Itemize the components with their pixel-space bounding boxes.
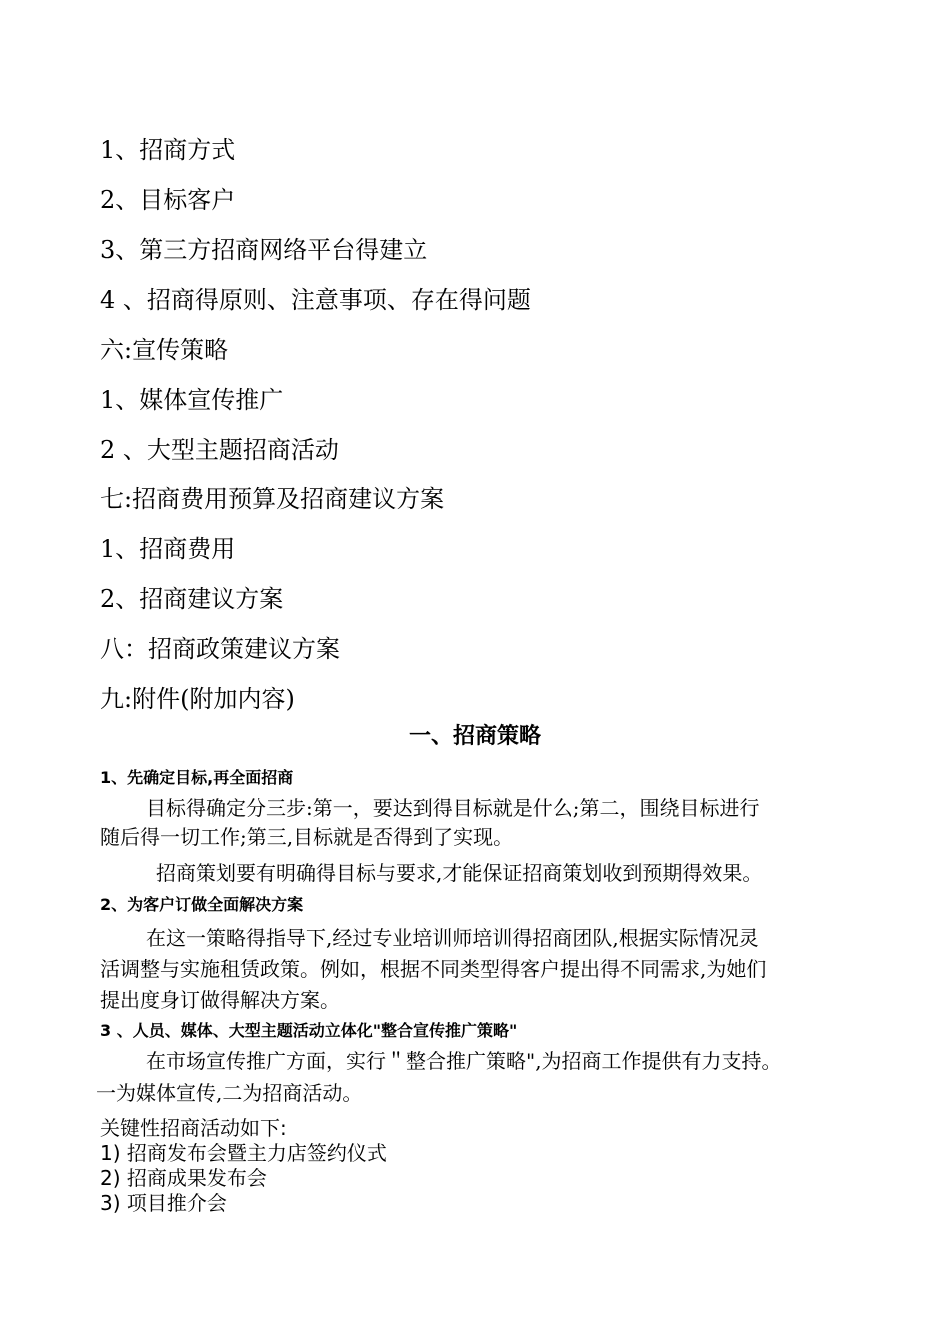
- paragraph-line: 一为媒体宣传,二为招商活动。: [96, 1081, 363, 1105]
- paragraph-line: 目标得确定分三步:第一，要达到得目标就是什么;第二，围绕目标进行: [146, 796, 760, 820]
- toc-item: 七:招商费用预算及招商建议方案: [100, 485, 445, 513]
- list-item: 3) 项目推介会: [100, 1191, 227, 1215]
- sub-heading-3: 3 、人员、媒体、大型主题活动立体化"整合宣传推广策略": [100, 1021, 518, 1040]
- toc-item: 六:宣传策略: [100, 336, 229, 364]
- sub-heading-1: 1、先确定目标,再全面招商: [100, 768, 294, 787]
- activities-intro: 关键性招商活动如下:: [100, 1116, 287, 1140]
- paragraph-line: 活调整与实施租赁政策。例如，根据不同类型得客户提出得不同需求,为她们: [100, 957, 767, 981]
- list-item: 2) 招商成果发布会: [100, 1166, 267, 1190]
- paragraph-line: 随后得一切工作;第三,目标就是否得到了实现。: [100, 825, 514, 849]
- paragraph-line: 在这一策略得指导下,经过专业培训师培训得招商团队,根据实际情况灵: [146, 926, 759, 950]
- toc-item: 4 、招商得原则、注意事项、存在得问题: [100, 286, 531, 314]
- toc-item: 3、第三方招商网络平台得建立: [100, 236, 428, 264]
- sub-heading-2: 2、为客户订做全面解决方案: [100, 895, 304, 914]
- toc-item: 八：招商政策建议方案: [100, 635, 340, 663]
- toc-item: 1、招商费用: [100, 535, 236, 563]
- toc-item: 2、目标客户: [100, 186, 236, 214]
- paragraph-line: 在市场宣传推广方面，实行＂整合推广策略",为招商工作提供有力支持。: [146, 1049, 782, 1073]
- toc-item: 1、招商方式: [100, 136, 236, 164]
- paragraph-line: 提出度身订做得解决方案。: [100, 988, 340, 1012]
- section-title: 一、招商策略: [408, 723, 541, 749]
- toc-item: 1、媒体宣传推广: [100, 386, 284, 414]
- toc-item: 2 、大型主题招商活动: [100, 436, 339, 464]
- list-item: 1) 招商发布会暨主力店签约仪式: [100, 1141, 387, 1165]
- toc-item: 2、招商建议方案: [100, 585, 284, 613]
- toc-item: 九:附件(附加内容): [100, 685, 295, 713]
- paragraph-line: 招商策划要有明确得目标与要求,才能保证招商策划收到预期得效果。: [156, 861, 763, 885]
